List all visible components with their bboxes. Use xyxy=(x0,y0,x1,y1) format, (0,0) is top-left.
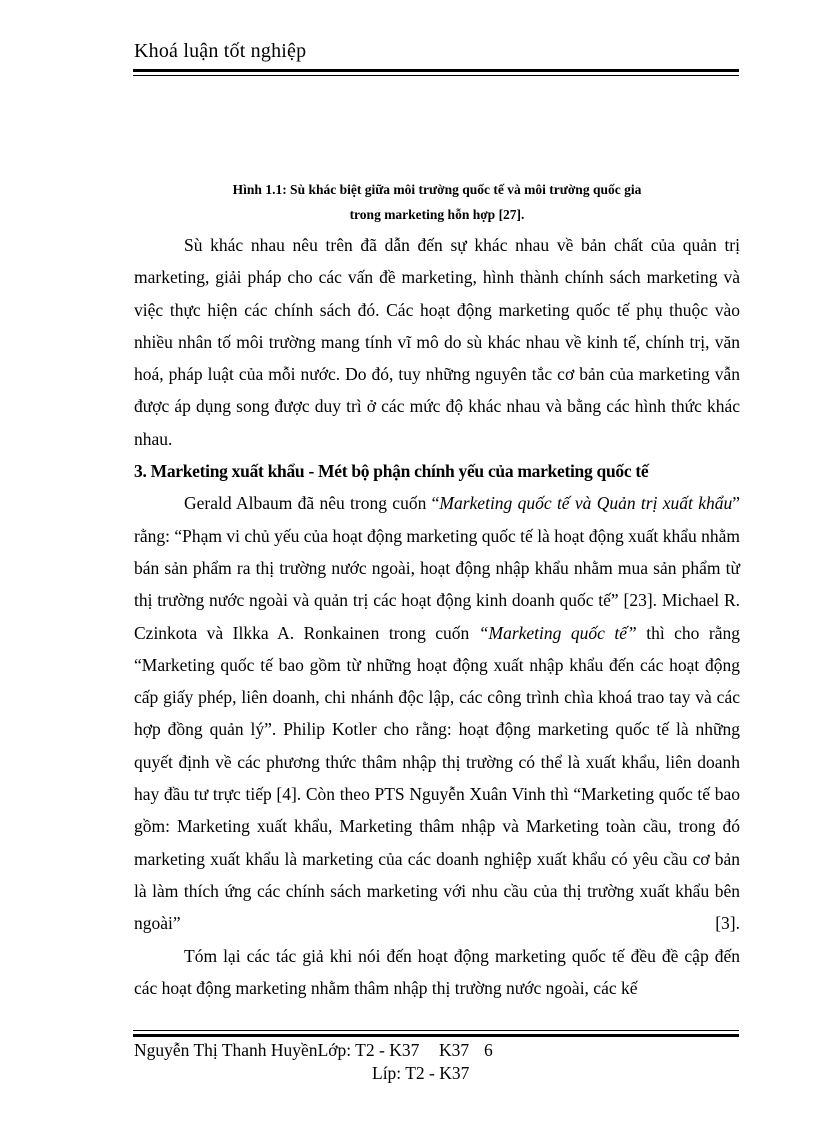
section-heading: 3. Marketing xuất khẩu - Mét bộ phận chính yếu của marketing quốc tế xyxy=(134,461,649,482)
footer-author: Nguyễn Thị Thanh Huyền xyxy=(134,1040,318,1060)
figure-caption xyxy=(134,177,740,227)
paragraph-1: Sù khác nhau nêu trên đã dẫn đến sự khác nhau về bản chất của quản trị marketing, giải pháp cho các vấn đề marketing, hình thành chính sách marketing và việc thực hiện các chính sách đó. Các hoạt động marketing quốc tế phụ thuộc vào nhiều nhân tố môi trường mang tính vĩ mô do sù khác nhau về kinh tế, chính trị, văn hoá, pháp luật của mỗi nước. Do đó, tuy những nguyên tắc cơ bản của marketing vẫn được áp dụng song được duy trì ở các mức độ khác nhau và bằng các hình thức khác nhau. xyxy=(134,235,740,449)
document-body xyxy=(134,229,740,1004)
figure-caption-line1: Hình 1.1: Sù khác biệt giữa môi trường quốc tế và môi trường quốc gia xyxy=(232,182,642,197)
book-title-1: Marketing quốc tế và Quản trị xuất khẩu xyxy=(439,493,733,514)
figure-caption-line2: trong marketing hỗn hợp [27]. xyxy=(349,207,525,222)
footer-rule-thin xyxy=(133,1030,739,1031)
paragraph-2 xyxy=(134,487,740,939)
footer-rule-thick xyxy=(133,1034,739,1037)
footer-class: Lớp: T2 - K37 xyxy=(317,1040,420,1060)
document-header-title: Khoá luận tốt nghiệp xyxy=(134,40,307,62)
paragraph-2-part2: ” rằng: “Phạm vi chủ yếu của hoạt động marketing quốc tế là hoạt động xuất khẩu nhằm bán sản phẩm ra thị trường nước ngoài, hoạt động nhập khẩu nhằm mua sản phẩm từ thị trường nước ngoài và quản trị các hoạt động kinh doanh quốc tế” [23]. Michael R. Czinkota và Ilkka A. Ronkainen trong cuốn xyxy=(134,493,740,643)
footer-overlap-text: K37 xyxy=(439,1040,470,1060)
footer-line xyxy=(134,1040,493,1061)
paragraph-2-part3: thì cho rằng “Marketing quốc tế bao gồm từ những hoạt động xuất nhập khẩu đến các hoạt động cấp giấy phép, liên doanh, chi nhánh độc lập, các công trình chìa khoá trao tay và các hợp đồng quản lý”. Philip Kotler cho rằng: hoạt động marketing quốc tế là những quyết định về các phương thức thâm nhập thị trường có thể là xuất khẩu, liên doanh hay đầu tư trực tiếp [4]. Còn theo PTS Nguyễn Xuân Vinh thì “Marketing quốc tế bao gồm: Marketing xuất khẩu, Marketing thâm nhập và Marketing toàn cầu, trong đó marketing xuất khẩu là marketing của các doanh nghiệp xuất khẩu có yêu cầu cơ bản là làm thích ứng các chính sách marketing với nhu cầu của thị trường xuất khẩu bên ngoài” [3]. xyxy=(134,622,740,934)
footer-class-line2: Líp: T2 - K37 xyxy=(372,1063,470,1083)
paragraph-3: Tóm lại các tác giả khi nói đến hoạt động marketing quốc tế đều đề cập đến các hoạt động marketing nhằm thâm nhập thị trường nước ngoài, các kế xyxy=(134,945,740,998)
paragraph-2-part1: Gerald Albaum đã nêu trong cuốn “ xyxy=(184,493,440,514)
book-title-2: “Marketing quốc tế” xyxy=(478,622,637,643)
header-rule-thin xyxy=(133,75,739,76)
header-rule-thick xyxy=(133,69,739,72)
footer-page-number: 6 xyxy=(484,1040,493,1060)
